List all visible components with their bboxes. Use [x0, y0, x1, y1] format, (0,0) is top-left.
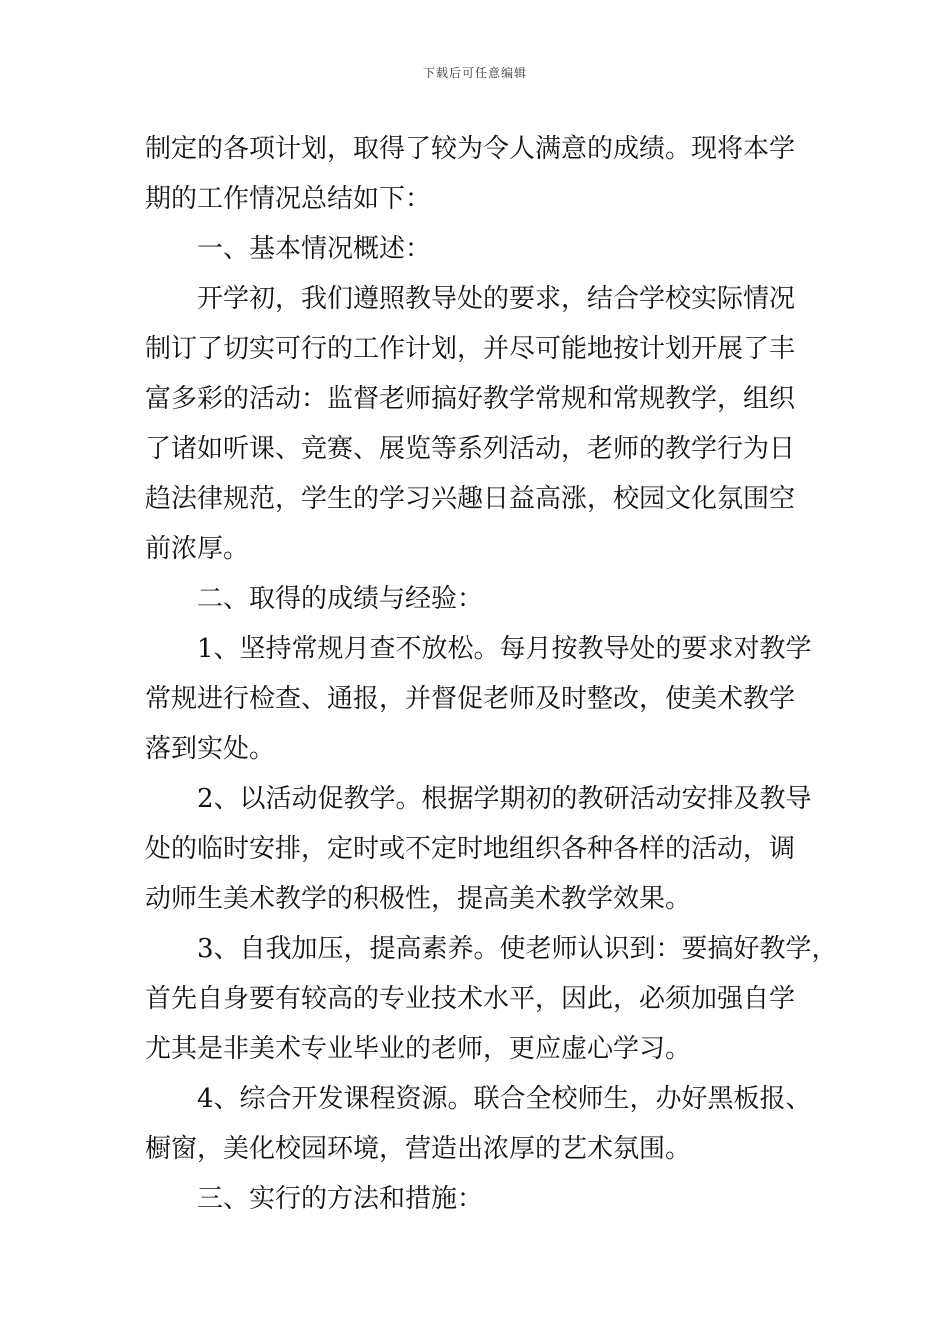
text-line: 3、自我加压，提高素养。使老师认识到：要搞好教学，: [197, 934, 838, 964]
page-header: 下载后可任意编辑: [422, 66, 527, 80]
text-line: 了诸如听课、竞赛、展览等系列活动，老师的教学行为日: [145, 434, 796, 464]
text-line: 落到实处。: [145, 734, 276, 764]
text-line: 处的临时安排，定时或不定时地组织各种各样的活动，调: [145, 834, 796, 864]
text-line: 开学初，我们遵照教导处的要求，结合学校实际情况: [197, 284, 796, 314]
text-line: 一、基本情况概述：: [197, 234, 432, 264]
text-line: 趋法律规范，学生的学习兴趣日益高涨，校园文化氛围空: [145, 484, 796, 514]
document-body: [145, 124, 838, 1224]
text-line: 常规进行检查、通报，并督促老师及时整改，使美术教学: [145, 684, 796, 714]
text-line: 富多彩的活动：监督老师搞好教学常规和常规教学，组织: [145, 384, 796, 414]
text-line: 期的工作情况总结如下：: [145, 184, 432, 214]
text-line: 4、综合开发课程资源。联合全校师生，办好黑板报、: [197, 1084, 812, 1114]
text-line: 尤其是非美术专业毕业的老师，更应虚心学习。: [145, 1034, 692, 1064]
text-line: 1、坚持常规月查不放松。每月按教导处的要求对教学: [197, 634, 812, 664]
text-line: 前浓厚。: [145, 534, 250, 564]
text-line: 橱窗，美化校园环境，营造出浓厚的艺术氛围。: [145, 1134, 692, 1164]
text-line: 2、以活动促教学。根据学期初的教研活动安排及教导: [197, 784, 812, 814]
text-line: 二、取得的成绩与经验：: [197, 584, 484, 614]
text-line: 动师生美术教学的积极性，提高美术教学效果。: [145, 884, 692, 914]
text-line: 制订了切实可行的工作计划，并尽可能地按计划开展了丰: [145, 334, 796, 364]
text-line: 首先自身要有较高的专业技术水平，因此，必须加强自学: [145, 984, 796, 1014]
text-line: 制定的各项计划，取得了较为令人满意的成绩。现将本学: [145, 134, 796, 164]
text-line: 三、实行的方法和措施：: [197, 1184, 484, 1214]
